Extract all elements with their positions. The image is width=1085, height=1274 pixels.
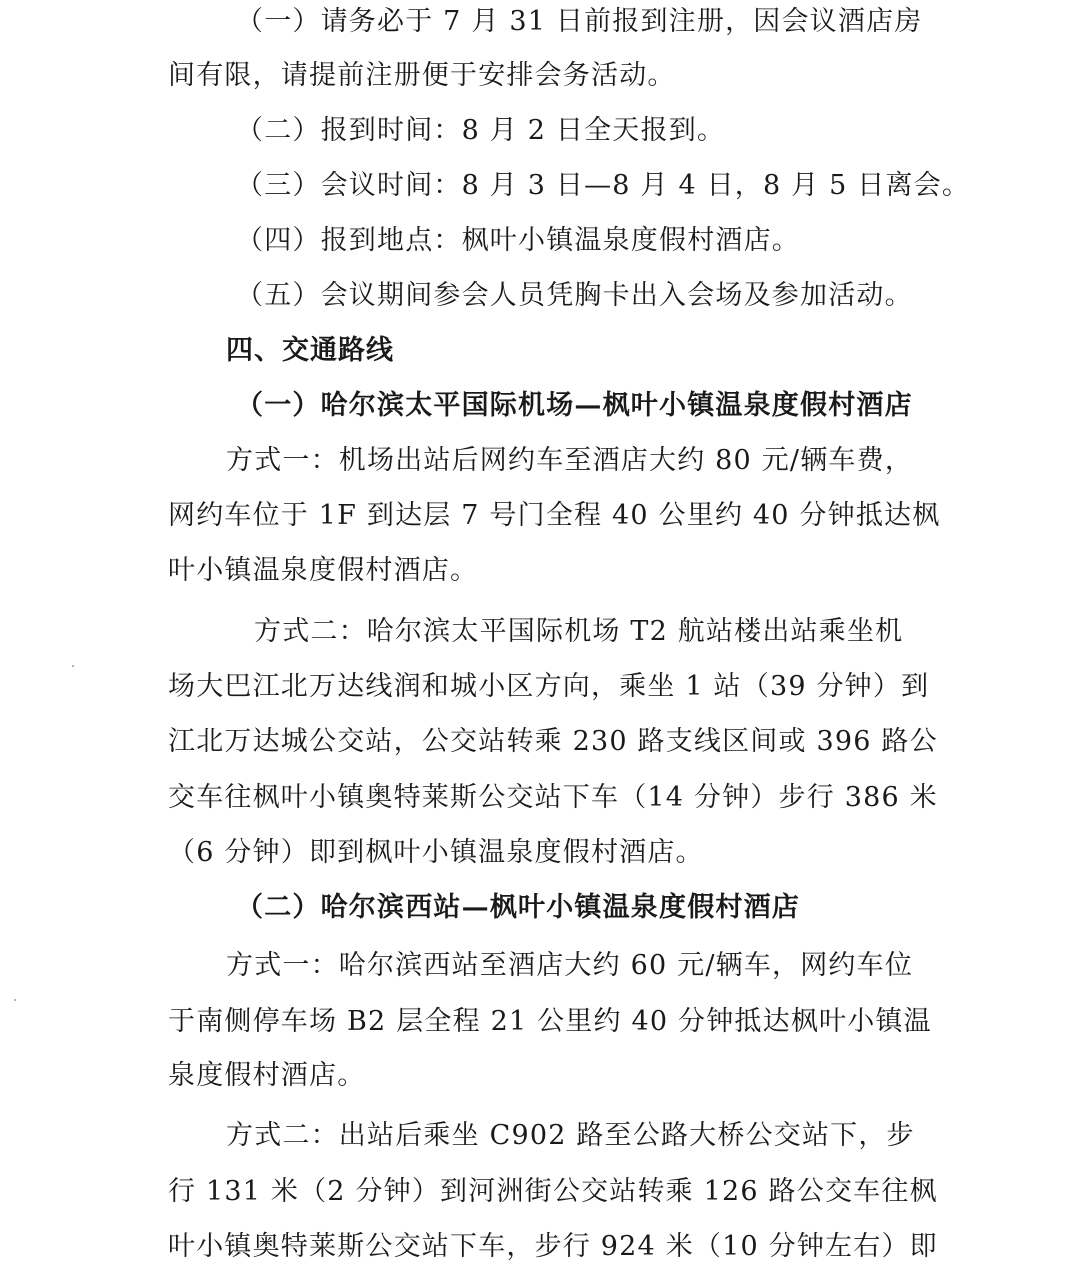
paragraph-line: （一）请务必于 7 月 31 日前报到注册，因会议酒店房	[236, 6, 923, 37]
paragraph-line: 方式一：哈尔滨西站至酒店大约 60 元/辆车，网约车位	[226, 950, 914, 981]
paragraph-line: 叶小镇奥特莱斯公交站下车，步行 924 米（10 分钟左右）即	[168, 1231, 938, 1262]
paragraph-line: （三）会议时间：8 月 3 日—8 月 4 日，8 月 5 日离会。	[236, 170, 971, 201]
paragraph-line: （五）会议期间参会人员凭胸卡出入会场及参加活动。	[236, 280, 913, 311]
paragraph-line: 方式一：机场出站后网约车至酒店大约 80 元/辆车费，	[226, 445, 914, 476]
subsection-heading: （二）哈尔滨西站—枫叶小镇温泉度假村酒店	[236, 892, 800, 923]
paragraph-line: 方式二：哈尔滨太平国际机场 T2 航站楼出站乘坐机	[254, 616, 904, 647]
paragraph-line: 场大巴江北万达线润和城小区方向，乘坐 1 站（39 分钟）到	[168, 671, 930, 702]
paragraph-line: 方式二：出站后乘坐 C902 路至公路大桥公交站下，步	[226, 1120, 915, 1151]
paragraph-line: （四）报到地点：枫叶小镇温泉度假村酒店。	[236, 225, 800, 256]
subsection-heading: （一）哈尔滨太平国际机场—枫叶小镇温泉度假村酒店	[236, 390, 913, 421]
section-heading: 四、交通路线	[226, 335, 394, 366]
paragraph-line: （二）报到时间：8 月 2 日全天报到。	[236, 115, 726, 146]
scan-speck	[72, 665, 74, 667]
paragraph-line: 叶小镇温泉度假村酒店。	[168, 555, 479, 586]
paragraph-line: （6 分钟）即到枫叶小镇温泉度假村酒店。	[168, 837, 704, 868]
paragraph-line: 网约车位于 1F 到达层 7 号门全程 40 公里约 40 分钟抵达枫	[168, 500, 941, 531]
paragraph-line: 于南侧停车场 B2 层全程 21 公里约 40 分钟抵达枫叶小镇温	[168, 1006, 932, 1037]
paragraph-line: 泉度假村酒店。	[168, 1060, 366, 1091]
paragraph-line: 交车往枫叶小镇奥特莱斯公交站下车（14 分钟）步行 386 米	[168, 782, 938, 813]
paragraph-line: 行 131 米（2 分钟）到河洲街公交站转乘 126 路公交车往枫	[168, 1176, 938, 1207]
paragraph-line: 江北万达城公交站，公交站转乘 230 路支线区间或 396 路公	[168, 726, 938, 757]
scan-speck	[14, 999, 16, 1001]
paragraph-line: 间有限，请提前注册便于安排会务活动。	[168, 60, 676, 91]
